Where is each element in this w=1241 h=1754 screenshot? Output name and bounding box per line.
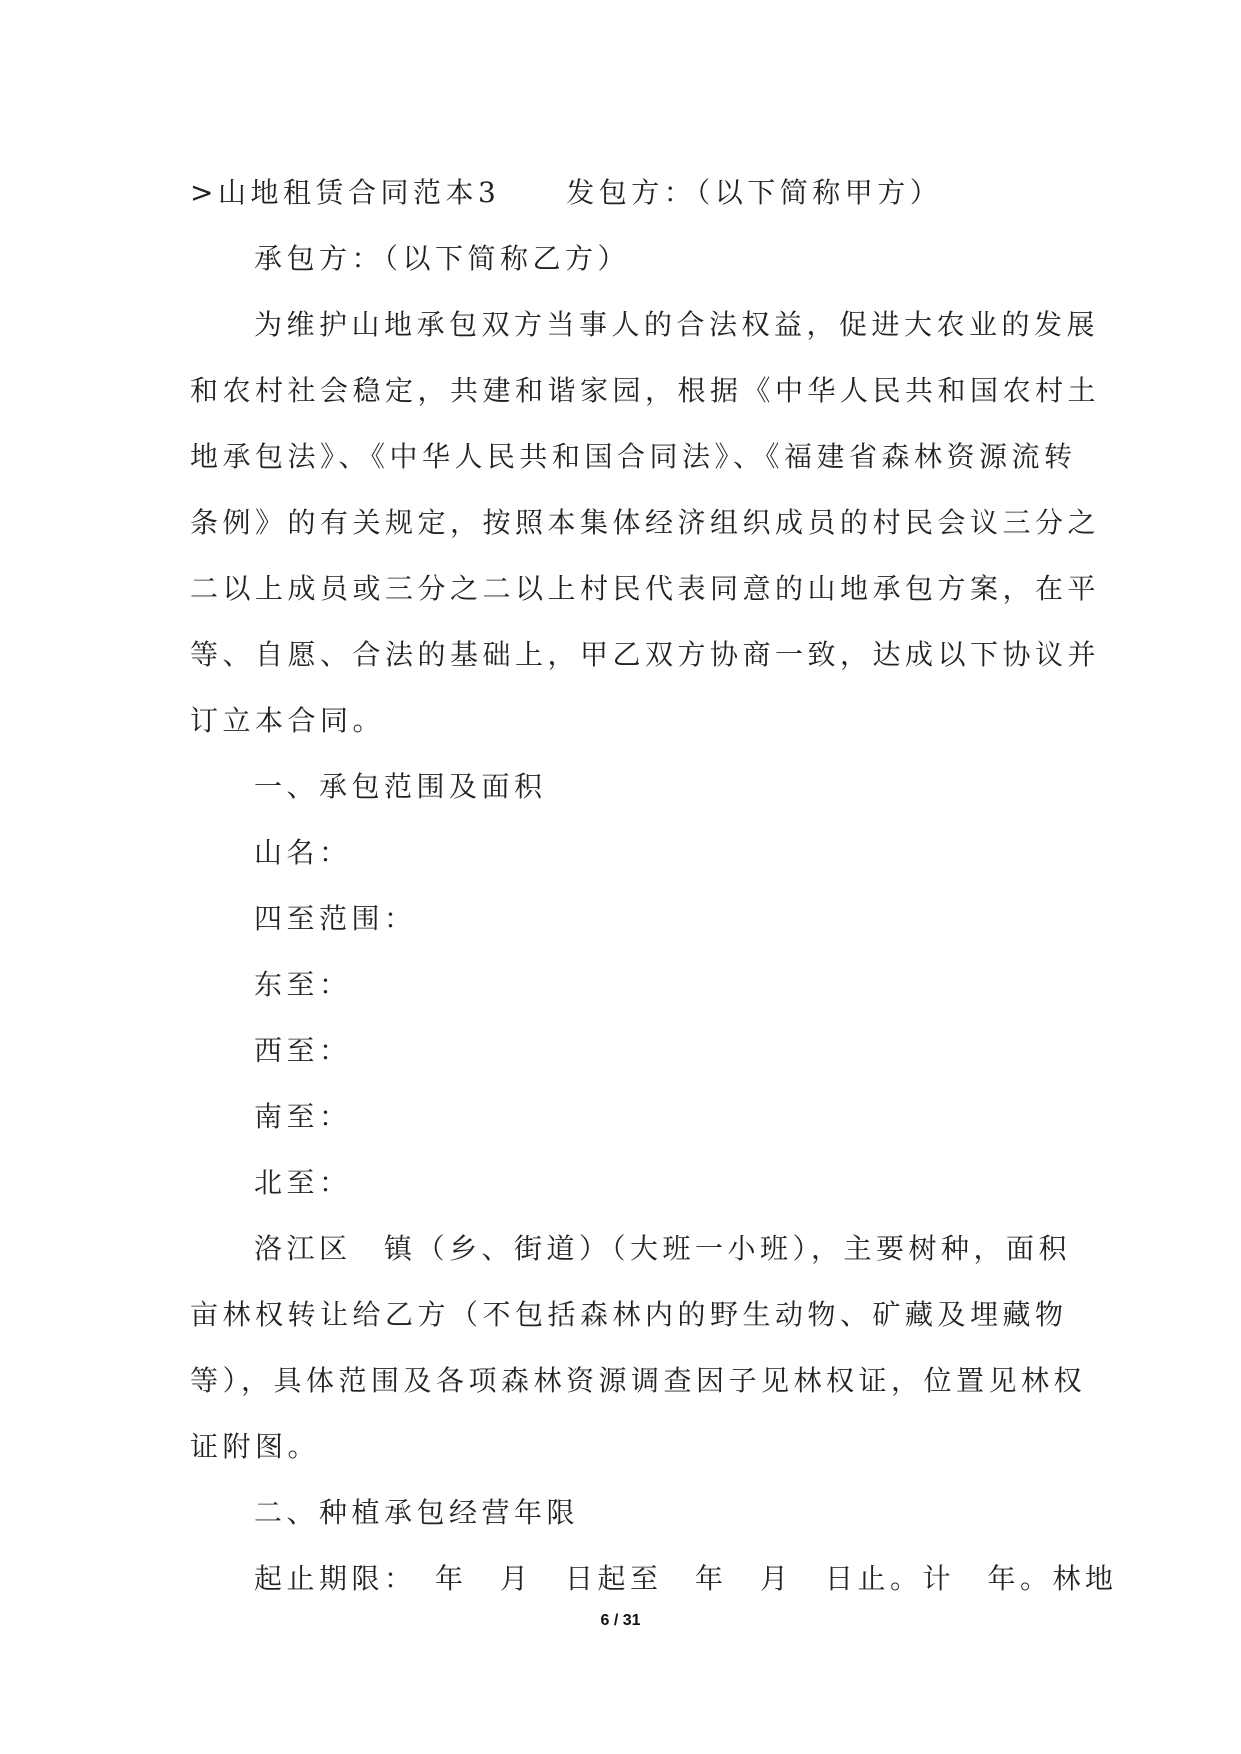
boundary-west: 西至：	[254, 1034, 352, 1067]
contract-title: >山地租赁合同范本3	[190, 176, 501, 209]
preamble-line: 订立本合同。	[190, 704, 386, 737]
section-heading-term: 二、种植承包经营年限	[254, 1496, 580, 1529]
preamble-line: 二以上成员或三分之二以上村民代表同意的山地承包方案，在平	[190, 572, 1101, 605]
party-b-label: 承包方：（以下简称乙方）	[254, 242, 631, 275]
boundary-north: 北至：	[254, 1166, 352, 1199]
preamble-line: 条例》的有关规定，按照本集体经济组织成员的村民会议三分之	[190, 506, 1101, 539]
transfer-line: 证附图。	[190, 1430, 321, 1463]
transfer-line: 亩林权转让给乙方（不包括森林内的野生动物、矿藏及埋藏物	[190, 1298, 1068, 1331]
preamble-line: 地承包法》、《中华人民共和国合同法》、《福建省森林资源流转	[190, 440, 1077, 473]
term-period-line: 起止期限： 年 月 日起至 年 月 日止。计 年。林地	[254, 1562, 1118, 1595]
boundaries-label: 四至范围：	[254, 902, 417, 935]
section-heading-scope: 一、承包范围及面积	[254, 770, 547, 803]
boundary-south: 南至：	[254, 1100, 352, 1133]
boundary-east: 东至：	[254, 968, 352, 1001]
document-body	[190, 160, 1118, 1612]
page-number: 6 / 31	[600, 1612, 641, 1629]
mountain-name-field: 山名：	[254, 836, 352, 869]
preamble-line: 和农村社会稳定，共建和谐家园，根据《中华人民共和国农村土	[190, 374, 1101, 407]
party-a-label: 发包方：（以下简称甲方）	[566, 176, 943, 209]
transfer-line: 洛江区 镇（乡、街道）（大班一小班），主要树种，面积	[254, 1232, 1072, 1265]
preamble-line: 为维护山地承包双方当事人的合法权益，促进大农业的发展	[254, 308, 1100, 341]
preamble-line: 等、自愿、合法的基础上，甲乙双方协商一致，达成以下协议并	[190, 638, 1101, 671]
heading-line	[190, 160, 1052, 226]
transfer-line: 等），具体范围及各项森林资源调查因子见林权证，位置见林权	[190, 1364, 1087, 1397]
